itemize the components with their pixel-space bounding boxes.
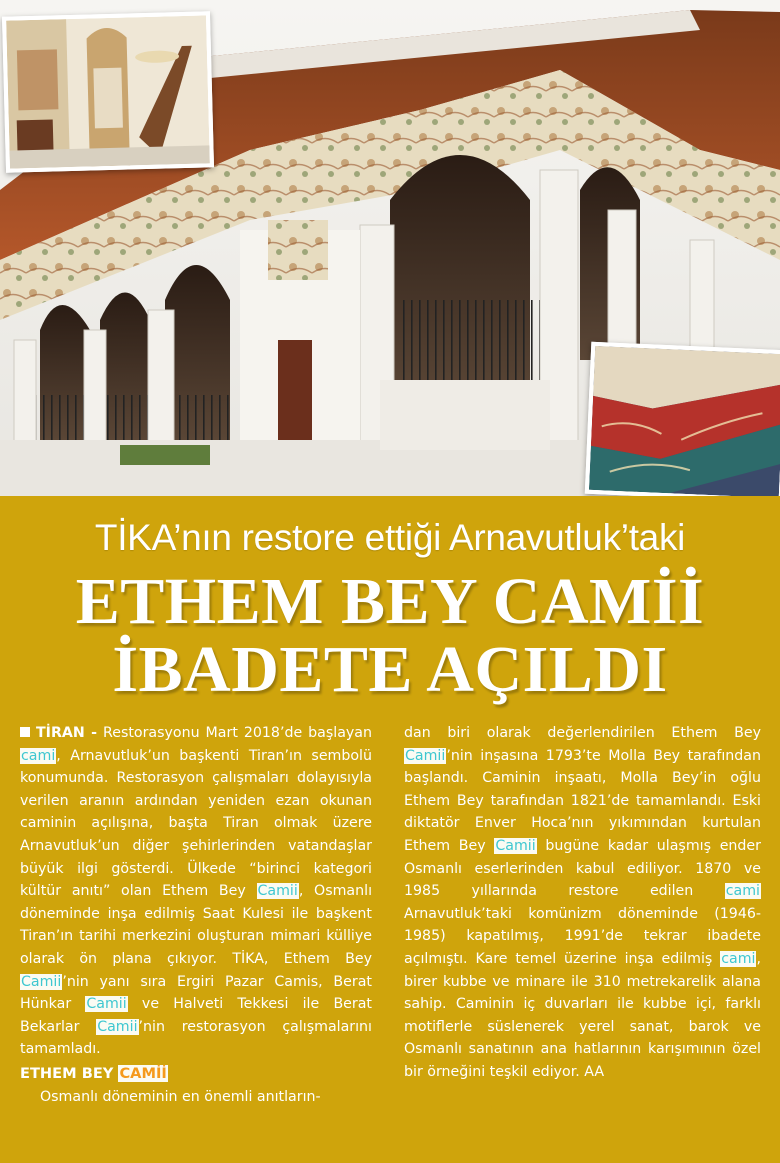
subheading-text: ETHEM BEY (20, 1064, 114, 1082)
highlight-word: Camii (97, 1018, 138, 1035)
highlight-word: Camii (86, 996, 127, 1013)
article-text: ’nin yanı sıra Ergiri Pazar Camis, Berat Hünkar (20, 973, 372, 1013)
article-text: ve Halveti Tekkesi ile Berat Bekarlar (20, 996, 372, 1035)
highlight-word: cami (725, 883, 760, 900)
subheading-highlight: CAMİİ (119, 1064, 167, 1082)
ceiling-photo-inset (585, 342, 780, 496)
dateline: TİRAN - (36, 725, 98, 741)
article-text: dan biri olarak değerlendirilen Ethem Bey (404, 725, 761, 741)
interior-photo-inset (2, 11, 214, 172)
headline-title-line-2: İBADETE AÇILDI (112, 633, 668, 706)
article-text: ’nin inşasına 1793’te Molla Bey tarafından başlandı. Caminin inşaatı, Molla Bey’in oğlu Ethem Bey tarafından 1821’de tamamlandı. Eski diktatör Enver Hoca’nın yıkımından kurtulan Ethem Bey (404, 747, 761, 854)
headline (0, 500, 780, 704)
article-text: , Osmanlı döneminde inşa edilmiş Saat Kulesi ile başkent Tiran’ın tarihi merkezini oluşturan mimari külliye olarak ön plana çıkıyor. TİKA, Ethem Bey (20, 883, 373, 967)
article-subheading (20, 1063, 372, 1086)
article-column-left (20, 722, 372, 1108)
square-bullet-icon (20, 727, 30, 737)
article-paragraph-1 (20, 722, 372, 1061)
credit: AA (584, 1063, 605, 1080)
photo-area (0, 0, 780, 496)
highlight-word: Camii (495, 837, 536, 854)
article-text: bugüne kadar ulaşmış ender Osmanlı eserlerinden kabul ediliyor. 1870 ve 1985 yıllarında restore edilen (404, 837, 761, 900)
article-text: ’nin restorasyon çalışmalarını tamamladı. (20, 1018, 372, 1058)
highlight-word: cami (721, 950, 756, 967)
highlight-word: Camii (21, 973, 62, 990)
headline-title-line-1: ETHEM BEY CAMİİ (75, 565, 705, 638)
article-text: Arnavutluk’taki komünizm döneminde (1946-1985) kapatılmış, 1991’de tekrar ibadete açılmıştı. Kare temel üzerine inşa edilmiş (404, 905, 761, 967)
article-paragraph-3 (404, 722, 761, 1084)
article-column-right (404, 722, 761, 1084)
highlight-word: cami (21, 747, 56, 764)
article-text: , birer kubbe ve minare ile 310 metrekarelik alana sahip. Caminin iç duvarları ile kubbe içi, farklı motiflerle süslenerek yerel sanat, barok ve Osmanlı sanatının ana hatlarının karışımının özel bir örneğini teşkil ediyor. (404, 950, 761, 1080)
article-paragraph-2: Osmanlı döneminin en önemli anıtların- (40, 1088, 321, 1105)
article-text: Restorasyonu Mart 2018’de başlayan (103, 725, 372, 741)
highlight-word: Camii (405, 747, 446, 764)
headline-kicker: TİKA’nın restore ettiği Arnavutluk’taki (94, 517, 686, 558)
article-text: , Arnavutluk’un başkenti Tiran’ın sembolü konumunda. Restorasyon çalışmaları dolayısıyla verilen aranın ardından yeniden ezan okunan caminin açılışına, başta Tiran olmak üzere Arnavutluk’un diğer şehirlerinden vatandaşlar büyük ilgi gösterdi. Ülkede “birinci kategori kültür anıtı” olan Ethem Bey (20, 747, 372, 900)
highlight-word: Camii (257, 883, 298, 900)
